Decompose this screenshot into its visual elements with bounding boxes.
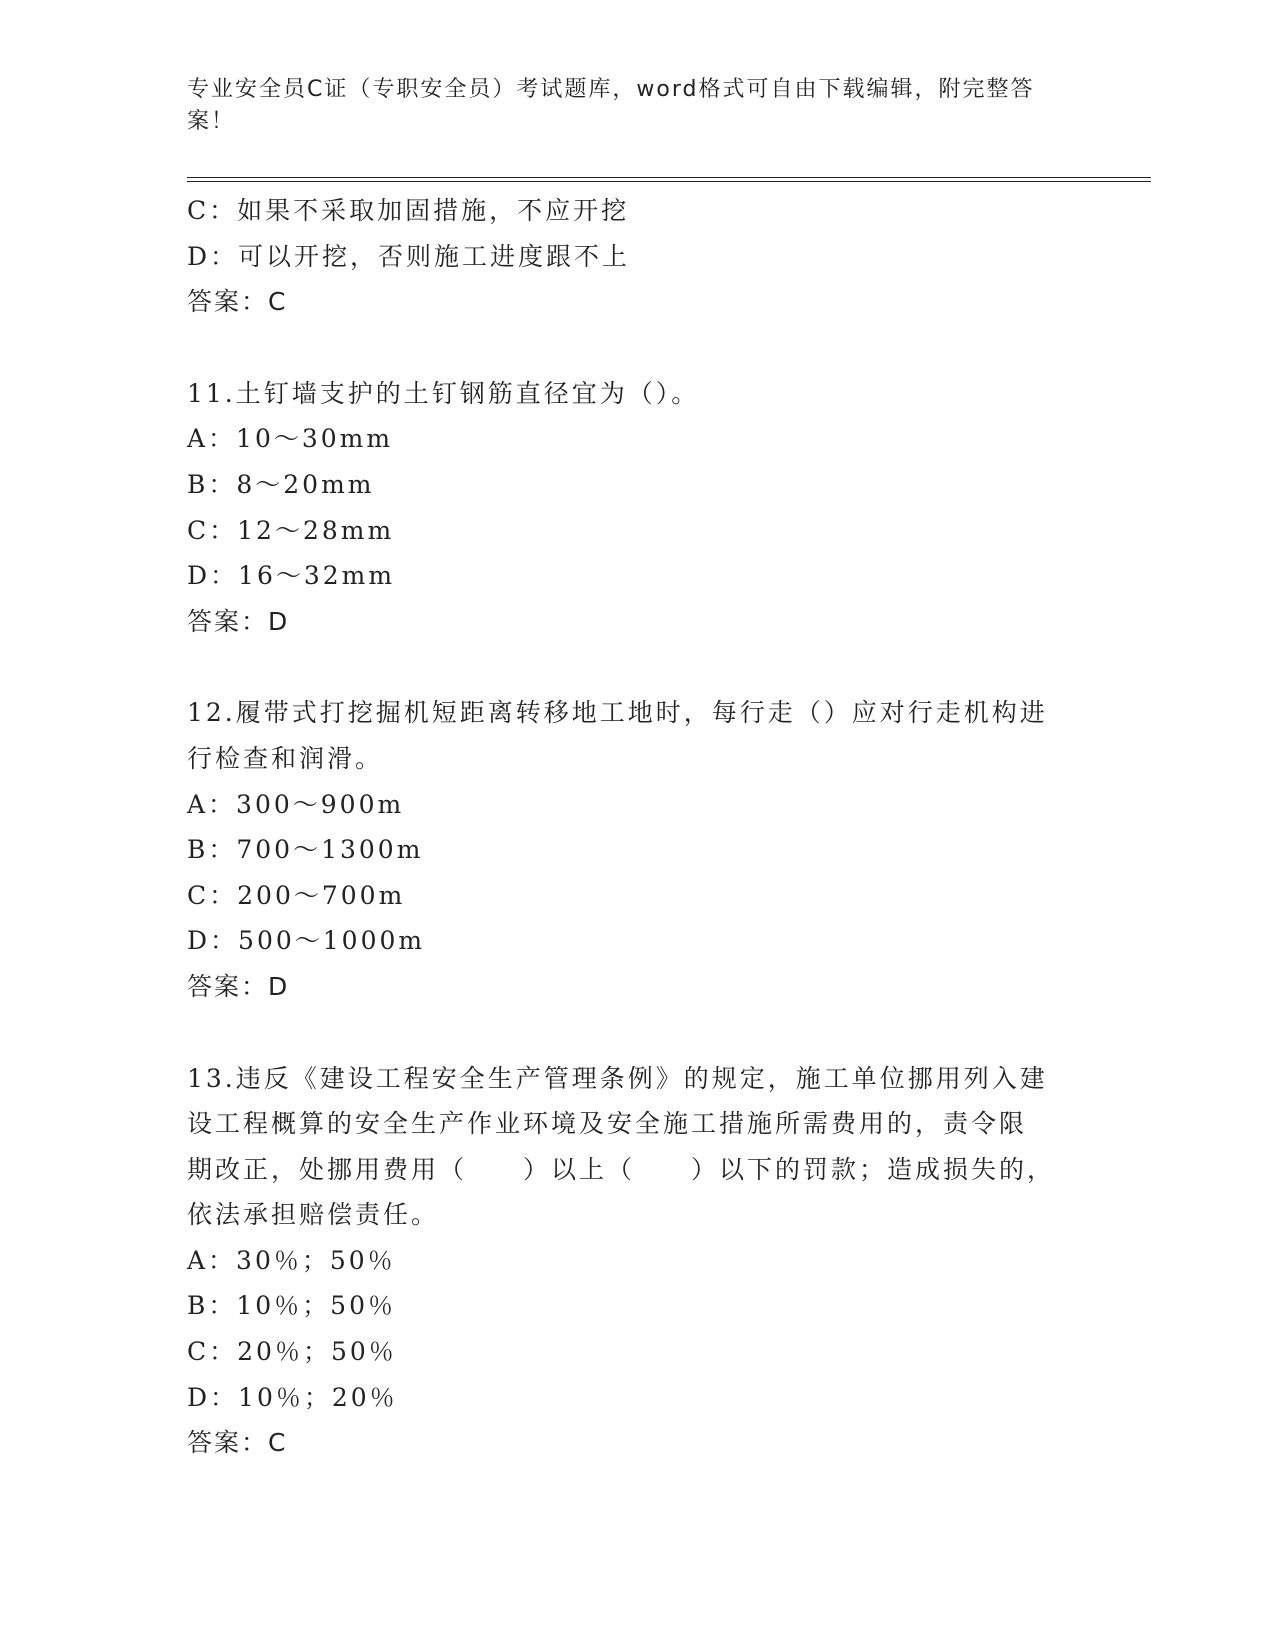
- header-line-2: 案！: [187, 109, 236, 134]
- spacer: [187, 1010, 1087, 1056]
- question-stem: 12.履带式打挖掘机短距离转移地工地时，每行走（）应对行走机构进: [187, 698, 1048, 728]
- spacer: [187, 325, 1087, 371]
- header-line-1: 专业安全员C证（专职安全员）考试题库，word格式可自由下载编辑，附完整答: [187, 77, 1035, 102]
- answer: 答案：D: [187, 971, 290, 1001]
- option-a: A：10～30mm: [187, 424, 394, 454]
- question-12: [187, 690, 1087, 1009]
- spacer: [187, 644, 1087, 690]
- question-content: [187, 188, 1087, 1466]
- question-stem-continued: 期改正，处挪用费用（ ）以上（ ）以下的罚款；造成损失的，: [187, 1154, 1056, 1184]
- document-header: [187, 74, 1067, 138]
- option-c: C：12～28mm: [187, 515, 395, 545]
- option-c: C：如果不采取加固措施，不应开挖: [187, 196, 630, 225]
- answer: 答案：D: [187, 606, 290, 636]
- question-stem-continued: 依法承担赔偿责任。: [187, 1200, 440, 1230]
- question-10-continued: [187, 188, 1087, 325]
- header-divider-bottom: [187, 181, 1151, 182]
- option-c: C：200～700m: [187, 880, 406, 910]
- option-d: D：10％；20％: [187, 1382, 398, 1412]
- question-stem-continued: 行检查和润滑。: [187, 743, 384, 773]
- option-a: A：300～900m: [187, 789, 405, 819]
- option-d: D：可以开挖，否则施工进度跟不上: [187, 241, 631, 271]
- option-b: B：700～1300m: [187, 835, 424, 865]
- option-b: B：10％；50％: [187, 1291, 396, 1321]
- question-stem: 13.违反《建设工程安全生产管理条例》的规定，施工单位挪用列入建: [187, 1063, 1048, 1093]
- question-stem: 11.土钉墙支护的土钉钢筋直径宜为（）。: [187, 378, 700, 408]
- answer: 答案：C: [187, 1428, 288, 1458]
- header-divider-top: [187, 177, 1151, 178]
- question-11: [187, 371, 1087, 645]
- question-stem-continued: 设工程概算的安全生产作业环境及安全施工措施所需费用的，责令限: [187, 1109, 1028, 1139]
- option-d: D：500～1000m: [187, 926, 426, 956]
- option-d: D：16～32mm: [187, 561, 396, 591]
- option-b: B：8～20mm: [187, 469, 375, 499]
- option-a: A：30％；50％: [187, 1245, 396, 1275]
- question-13: [187, 1056, 1087, 1466]
- answer: 答案：C: [187, 287, 288, 317]
- option-c: C：20％；50％: [187, 1337, 397, 1367]
